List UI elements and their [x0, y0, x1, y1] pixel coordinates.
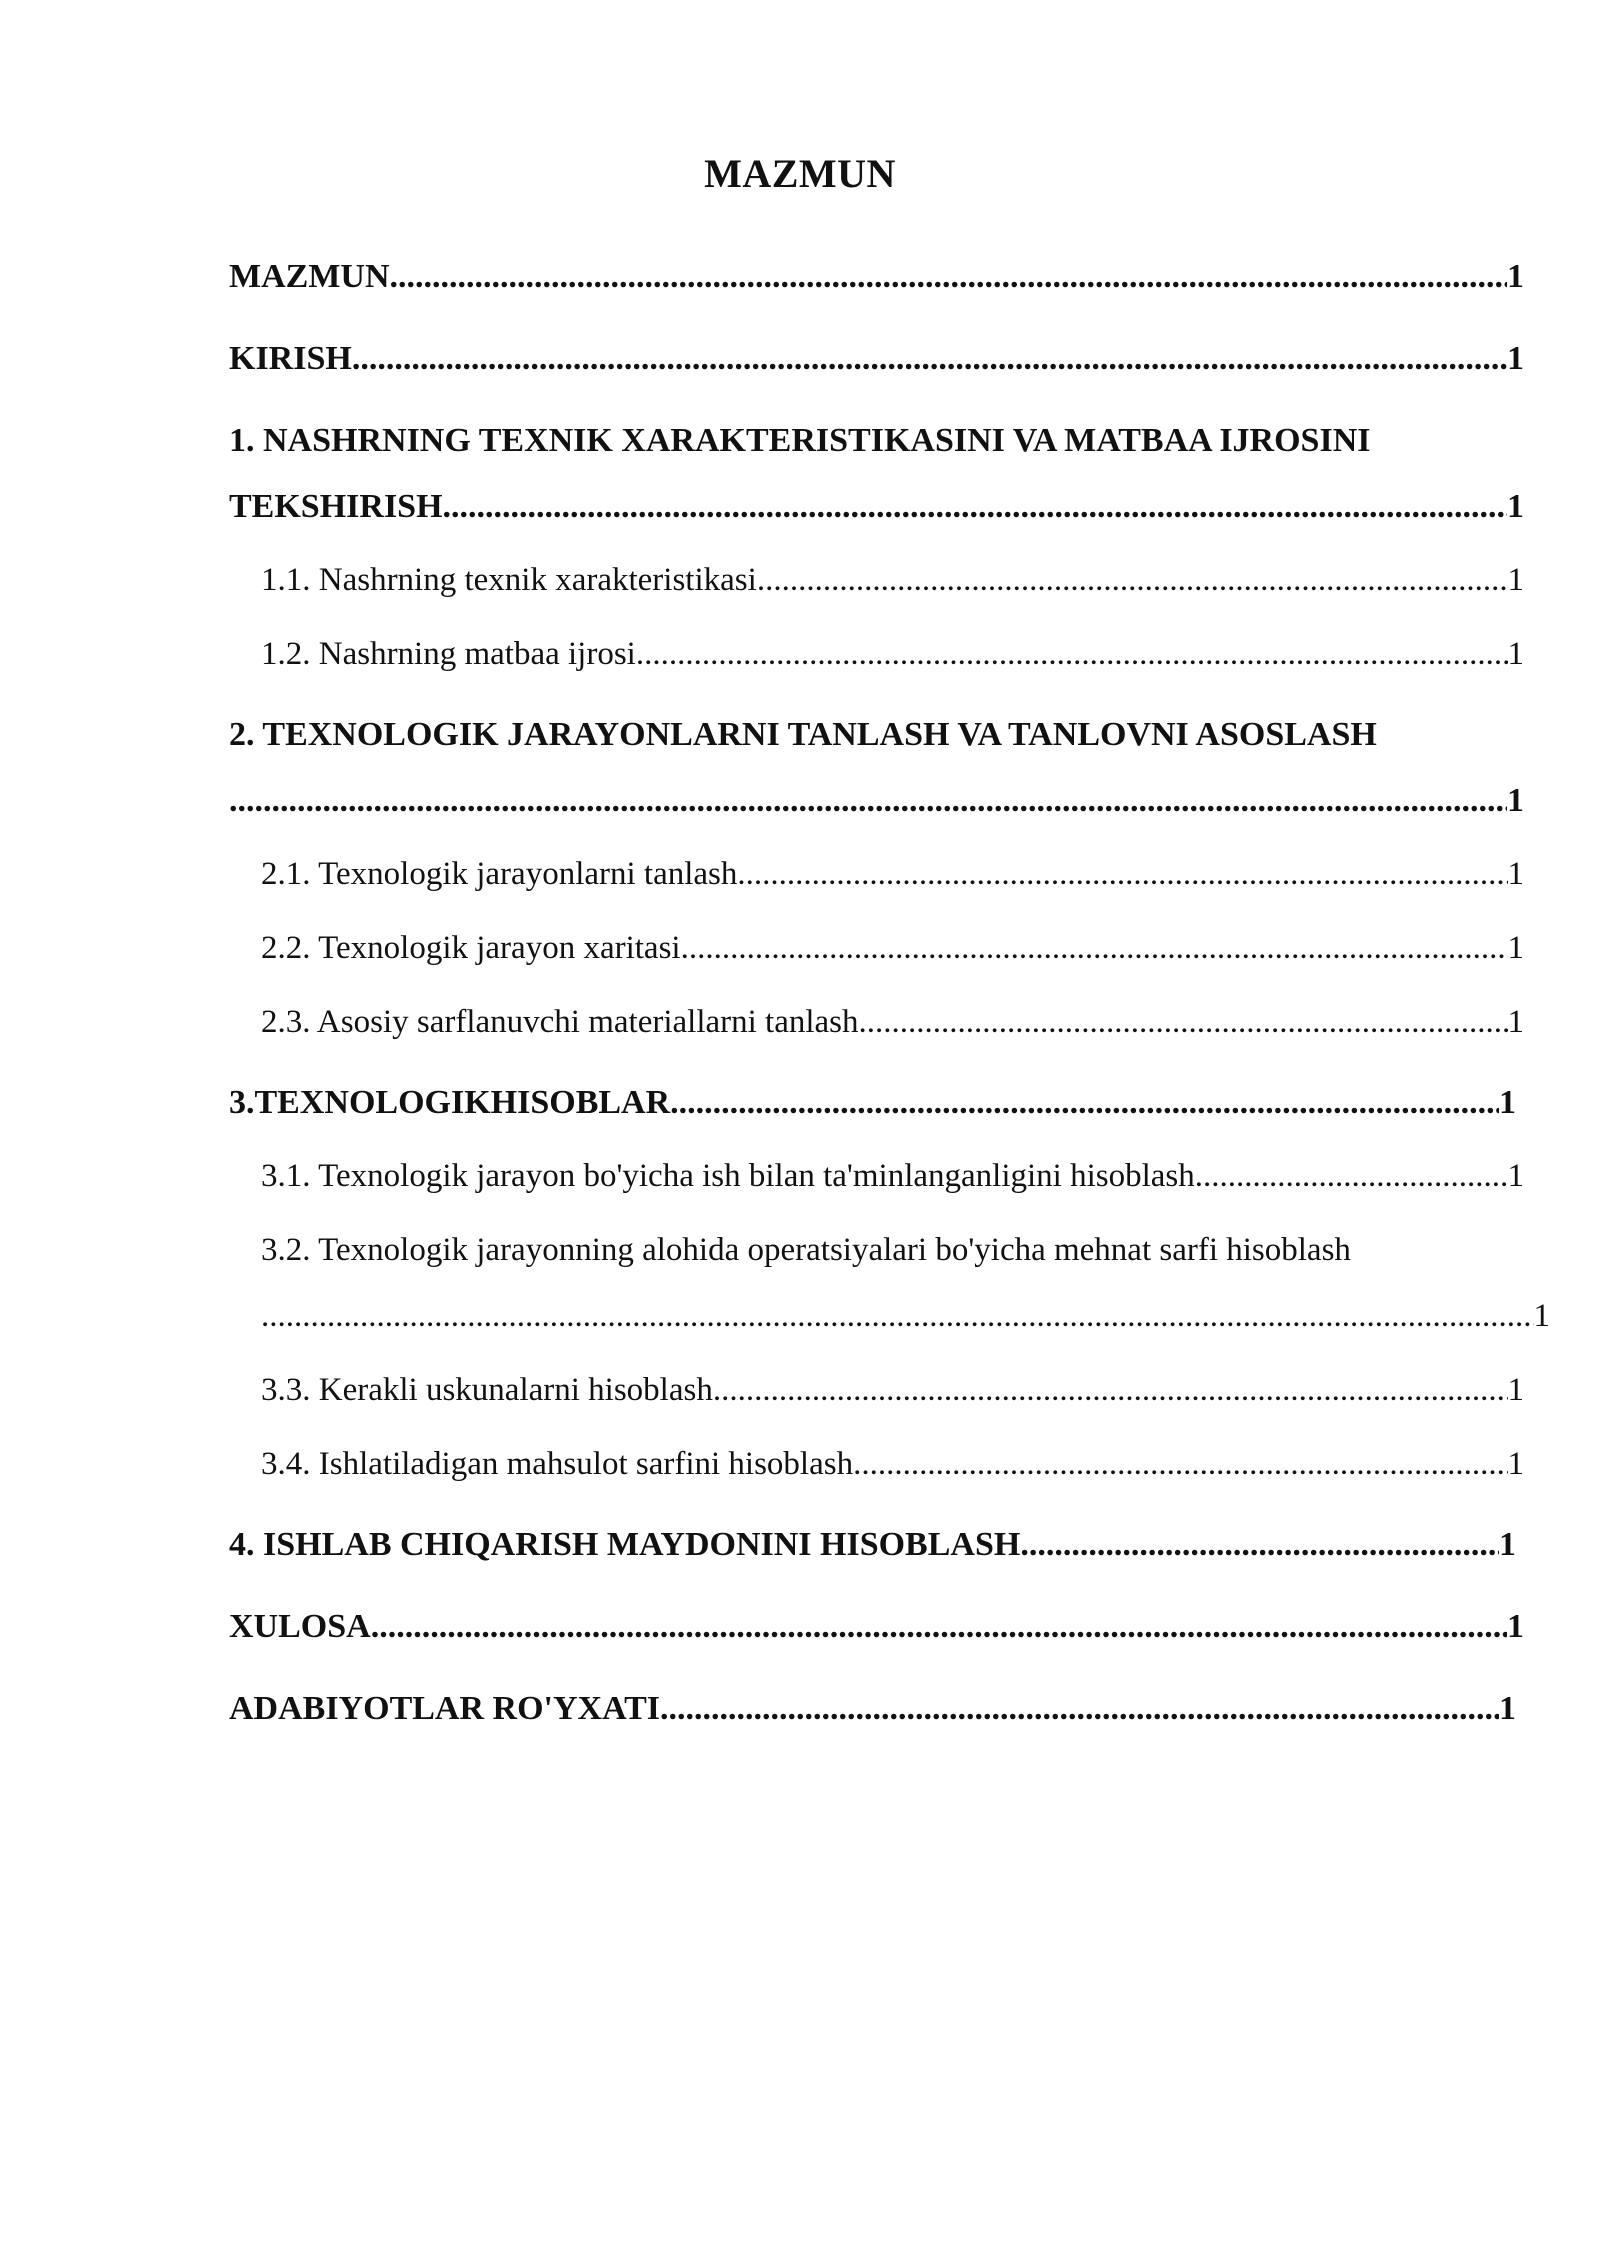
toc-entry-3-3[interactable] — [261, 1372, 1524, 1409]
toc-page-number: 1 — [1507, 1158, 1524, 1194]
toc-page-number: 1 — [1507, 488, 1524, 525]
toc-entry-label: 2.1. Texnologik jarayonlarni tanlash — [261, 856, 738, 892]
toc-page-number: 1 — [1507, 258, 1524, 295]
toc-entry-2-line1[interactable]: 2. TEXNOLOGIK JARAYONLARNI TANLASH VA TANLOVNI ASOSLASH — [229, 716, 1377, 753]
toc-entry-label: 3.3. Kerakli uskunalarni hisoblash — [261, 1372, 713, 1408]
toc-entry-2-2[interactable] — [261, 930, 1524, 967]
toc-entry-label: ADABIYOTLAR RO'YXATI — [229, 1690, 661, 1727]
toc-entry-label: 3.1. Texnologik jarayon bo'yicha ish bilan ta'minlanganligini hisoblash — [261, 1158, 1195, 1194]
toc-entry-label: 2.2. Texnologik jarayon xaritasi — [261, 930, 681, 966]
toc-page-number: 1 — [1499, 1690, 1516, 1727]
toc-entry-label: XULOSA — [229, 1608, 371, 1645]
toc-entry-1[interactable] — [229, 488, 1524, 526]
toc-entry-label: TEKSHIRISH — [229, 488, 443, 525]
toc-entry-label: MAZMUN — [229, 258, 390, 295]
toc-entry-label: 1.1. Nashrning texnik xarakteristikasi — [261, 562, 757, 598]
toc-entry-3-2-line1[interactable]: 3.2. Texnologik jarayonning alohida operatsiyalari bo'yicha mehnat sarfi hisoblash — [261, 1232, 1351, 1268]
toc-leader-dots — [1020, 1526, 1499, 1564]
toc-page-number: 1 — [1507, 1372, 1524, 1408]
toc-entry-1-1[interactable] — [261, 562, 1524, 599]
toc-entry-2[interactable] — [229, 782, 1524, 820]
toc-leader-dots — [737, 856, 1507, 893]
toc-entry-xulosa[interactable] — [229, 1608, 1524, 1646]
toc-leader-dots — [229, 782, 1507, 820]
toc-page-number: 1 — [1507, 856, 1524, 892]
toc-entry-label: 4. ISHLAB CHIQARISH MAYDONINI HISOBLASH — [229, 1526, 1021, 1563]
toc-entry-label: KIRISH — [229, 340, 352, 377]
toc-page-number: 1 — [1499, 1526, 1516, 1563]
toc-page-number: 1 — [1507, 1608, 1524, 1645]
toc-page-number: 1 — [1507, 930, 1524, 966]
toc-page-number: 1 — [1507, 636, 1524, 672]
toc-entry-kirish[interactable] — [229, 340, 1524, 378]
toc-leader-dots — [1195, 1158, 1508, 1195]
toc-entry-3-2[interactable] — [261, 1298, 1550, 1335]
toc-entry-label: 3.4. Ishlatiladigan mahsulot sarfini hisoblash — [261, 1446, 854, 1482]
toc-entry-3-1[interactable] — [261, 1158, 1524, 1195]
toc-leader-dots — [636, 636, 1508, 673]
toc-page-number: 1 — [1499, 1084, 1516, 1121]
toc-entry-1-2[interactable] — [261, 636, 1524, 673]
toc-leader-dots — [352, 340, 1507, 378]
toc-leader-dots — [859, 1004, 1508, 1041]
toc-entry-mazmun[interactable] — [229, 258, 1524, 296]
toc-entry-3-4[interactable] — [261, 1446, 1524, 1483]
toc-entry-3[interactable] — [229, 1084, 1516, 1122]
toc-leader-dots — [681, 930, 1508, 967]
toc-page-number: 1 — [1507, 562, 1524, 598]
toc-leader-dots — [390, 258, 1507, 296]
toc-leader-dots — [757, 562, 1508, 599]
toc-leader-dots — [261, 1298, 1534, 1335]
toc-entry-label: 1.2. Nashrning matbaa ijrosi — [261, 636, 636, 672]
toc-entry-2-1[interactable] — [261, 856, 1524, 893]
toc-entry-4[interactable] — [229, 1526, 1516, 1564]
toc-entry-2-3[interactable] — [261, 1004, 1524, 1041]
toc-entry-label: 2.3. Asosiy sarflanuvchi materiallarni tanlash — [261, 1004, 859, 1040]
toc-leader-dots — [853, 1446, 1507, 1483]
toc-leader-dots — [660, 1690, 1499, 1728]
toc-entry-1-line1[interactable]: 1. NASHRNING TEXNIK XARAKTERISTIKASINI VA MATBAA IJROSINI — [229, 422, 1371, 459]
toc-entry-label: 3.TEXNOLOGIKHISOBLAR — [229, 1084, 671, 1121]
toc-page-number: 1 — [1507, 1446, 1524, 1482]
toc-leader-dots — [443, 488, 1507, 526]
toc-page-number: 1 — [1507, 1004, 1524, 1040]
toc-page-number: 1 — [1533, 1298, 1550, 1334]
toc-page-number: 1 — [1507, 340, 1524, 377]
toc-leader-dots — [713, 1372, 1508, 1409]
toc-leader-dots — [670, 1084, 1499, 1122]
toc-leader-dots — [371, 1608, 1507, 1646]
toc-entry-adabiyotlar[interactable] — [229, 1690, 1516, 1728]
toc-page-number: 1 — [1507, 782, 1524, 819]
page-title: MAZMUN — [704, 151, 896, 196]
